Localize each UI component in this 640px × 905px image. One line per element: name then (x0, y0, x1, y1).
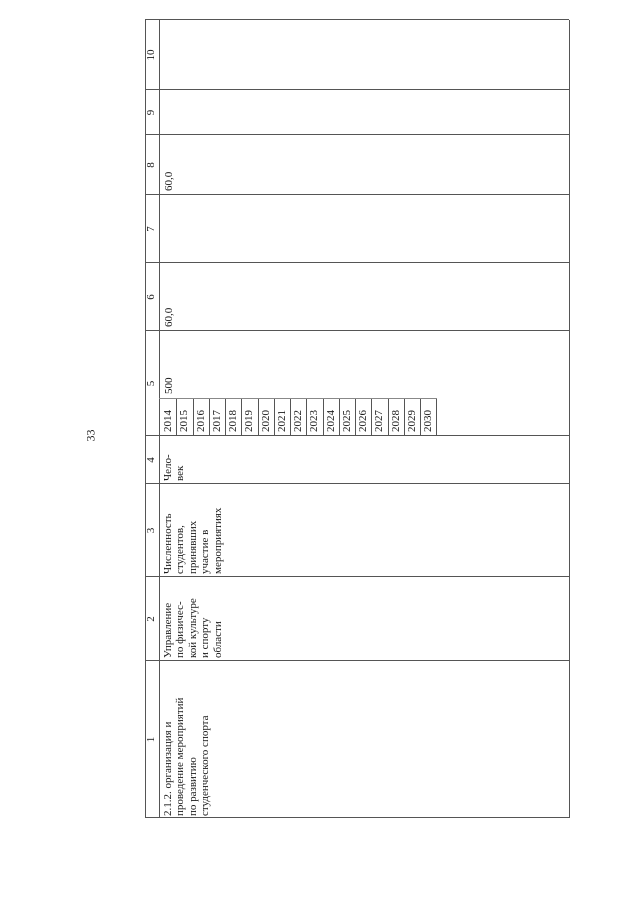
year-cell: 2025 (340, 398, 356, 435)
year-cell: 2023 (307, 398, 323, 435)
executor: Управление по физичес- кой культуре и спорту области (162, 598, 224, 658)
year-cell: 2028 (389, 398, 405, 435)
year-cell: 2026 (356, 398, 372, 435)
col8-value: 60,0 (163, 171, 175, 191)
unit: Чело- век (162, 454, 187, 481)
year-cell: 2021 (275, 398, 291, 435)
header-col-2: 2 (145, 616, 157, 622)
year-cell: 2014 (161, 398, 177, 435)
col-line-10 (145, 19, 569, 20)
year-cell: 2019 (242, 398, 258, 435)
col-line-5 (145, 330, 569, 331)
year-cell: 2030 (421, 398, 437, 435)
header-col-3: 3 (145, 527, 157, 534)
year-cell: 2020 (259, 398, 275, 435)
header-col-5: 5 (145, 380, 157, 387)
year-cell: 2018 (226, 398, 242, 435)
year-cell: 2029 (405, 398, 421, 435)
header-col-7: 7 (145, 226, 157, 232)
col-line-9 (145, 89, 569, 90)
page-number-text: 33 (83, 429, 98, 441)
year-cell: 2027 (372, 398, 388, 435)
col-line-1 (145, 660, 569, 661)
year-cell: 2017 (210, 398, 226, 435)
col-line-4 (145, 435, 569, 436)
header-col-9: 9 (145, 109, 157, 116)
col-line-6 (145, 262, 569, 263)
header-separator (159, 20, 160, 818)
year-value-divider (159, 398, 437, 399)
indicator-name: Численность студентов, принявших участие в мероприятиях (162, 507, 224, 574)
table-container (145, 20, 569, 818)
col6-value: 60,0 (163, 307, 175, 327)
year-cell: 2015 (177, 398, 193, 435)
header-col-8: 8 (145, 162, 157, 168)
col-line-2 (145, 576, 569, 577)
header-col-4: 4 (145, 457, 157, 463)
col-line-8 (145, 134, 569, 135)
year-cell: 2024 (324, 398, 340, 435)
year-cell: 2016 (194, 398, 210, 435)
table-border-bottom (569, 20, 570, 818)
year-cell: 2022 (291, 398, 307, 435)
col-line-0 (145, 817, 569, 818)
header-col-10: 10 (145, 49, 157, 61)
col-line-7 (145, 194, 569, 195)
header-col-1: 1 (145, 736, 157, 743)
program-table (145, 20, 569, 818)
col-line-3 (145, 483, 569, 484)
header-col-6: 6 (145, 294, 157, 300)
page-number (84, 420, 98, 450)
col5-value: 500 (163, 377, 175, 394)
table-border-top (145, 20, 146, 818)
activity-name: 2.1.2. организация и проведение мероприятий по развитию студенческого спорта (162, 697, 212, 816)
